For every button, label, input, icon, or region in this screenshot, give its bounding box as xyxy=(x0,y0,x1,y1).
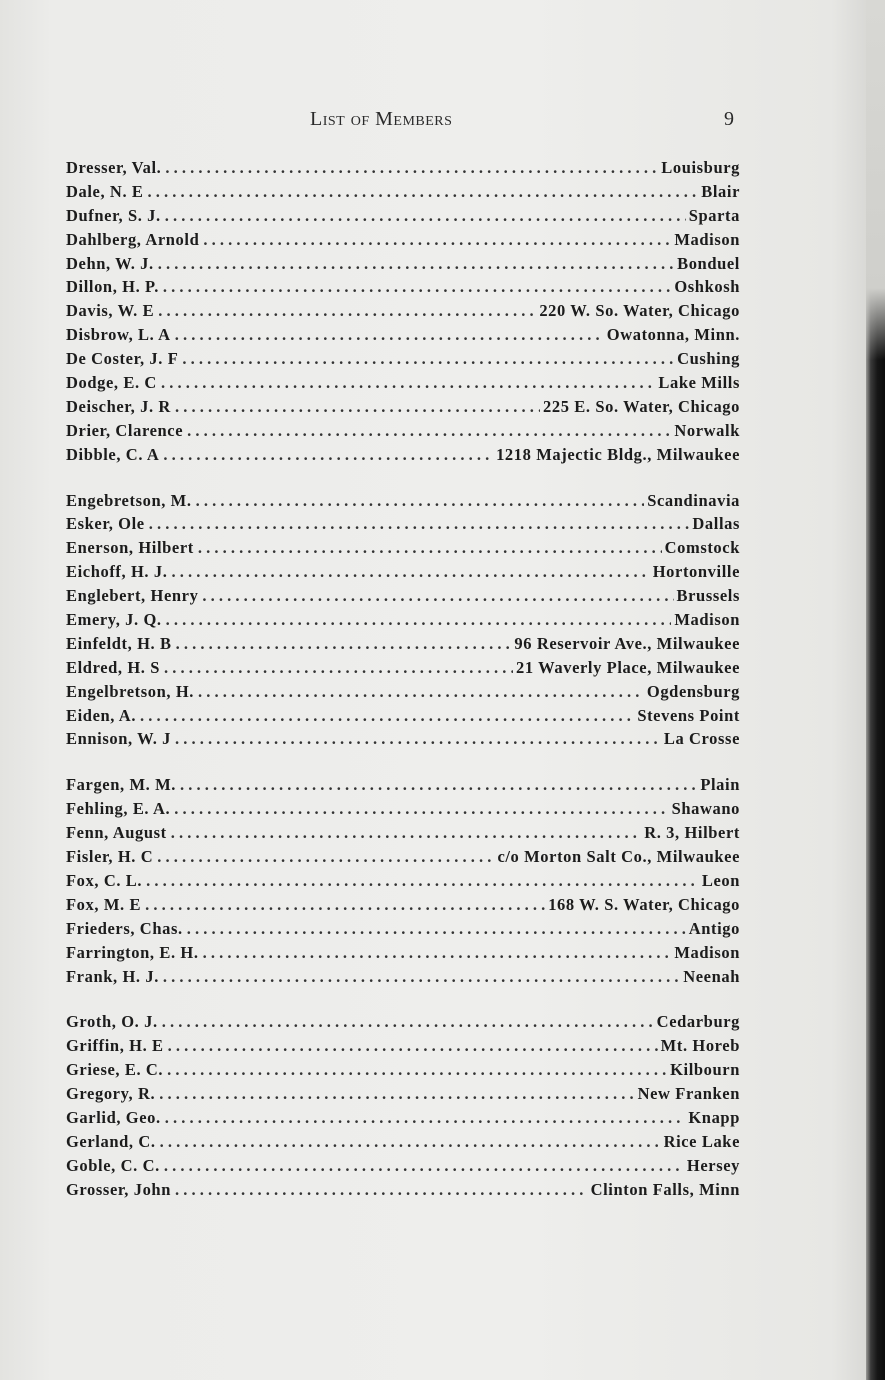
member-name: Grosser, John xyxy=(66,1179,171,1199)
dot-leader xyxy=(165,1108,686,1128)
member-location: Norwalk xyxy=(674,420,740,440)
member-entry xyxy=(66,1180,740,1204)
dot-leader xyxy=(198,538,662,558)
dot-leader xyxy=(176,634,512,654)
member-location: c/o Morton Salt Co., Milwaukee xyxy=(497,847,740,867)
dot-leader xyxy=(145,895,545,915)
dot-leader xyxy=(167,1060,667,1080)
member-name: Fargen, M. M. xyxy=(66,775,176,795)
member-location: New Franken xyxy=(637,1084,740,1104)
member-entry xyxy=(66,799,740,823)
member-name: Dibble, C. A xyxy=(66,444,160,464)
member-entry xyxy=(66,277,740,301)
member-name: Groth, O. J. xyxy=(66,1012,158,1032)
dot-leader xyxy=(149,514,690,534)
member-name: Fox, M. E xyxy=(66,894,142,914)
member-entry xyxy=(66,1012,740,1036)
member-name: Englebert, Henry xyxy=(66,586,199,606)
member-entry xyxy=(66,538,740,562)
member-entry xyxy=(66,562,740,586)
member-name: Disbrow, L. A xyxy=(66,325,171,345)
member-entry xyxy=(66,706,740,730)
member-name: Fenn, August xyxy=(66,823,167,843)
dot-leader xyxy=(165,206,686,226)
dot-leader xyxy=(187,421,671,441)
dot-leader xyxy=(187,919,686,939)
dot-leader xyxy=(175,397,540,417)
member-location: Hersey xyxy=(686,1155,740,1175)
member-location: Cushing xyxy=(677,349,740,369)
member-location: Lake Mills xyxy=(658,373,740,393)
member-location: Knapp xyxy=(688,1107,740,1127)
member-location: Hortonville xyxy=(652,562,740,582)
member-location: Brussels xyxy=(676,586,740,606)
member-location: Leon xyxy=(701,870,740,890)
member-location: Shawano xyxy=(671,799,740,819)
member-entry xyxy=(66,658,740,682)
dot-leader xyxy=(180,775,697,795)
member-entry xyxy=(66,491,740,515)
dot-leader xyxy=(164,1156,684,1176)
member-entry xyxy=(66,823,740,847)
dot-leader xyxy=(171,823,641,843)
page-header xyxy=(0,108,866,136)
member-location: 225 E. So. Water, Chicago xyxy=(543,396,740,416)
member-entry xyxy=(66,1036,740,1060)
member-name: Farrington, E. H. xyxy=(66,942,199,962)
member-name: Engebretson, M. xyxy=(66,490,192,510)
member-entry xyxy=(66,445,740,469)
dot-leader xyxy=(163,277,671,297)
member-name: Frank, H. J. xyxy=(66,966,159,986)
dot-leader xyxy=(196,491,645,511)
member-entry xyxy=(66,729,740,753)
dot-leader xyxy=(159,1084,634,1104)
member-entry xyxy=(66,254,740,278)
member-name: De Coster, J. F xyxy=(66,349,179,369)
member-group xyxy=(66,1012,740,1203)
member-location: Scandinavia xyxy=(647,490,740,510)
member-location: Ogdensburg xyxy=(646,681,740,701)
member-group xyxy=(66,491,740,754)
member-location: 21 Waverly Place, Milwaukee xyxy=(516,657,740,677)
member-location: Madison xyxy=(674,942,740,962)
member-entry xyxy=(66,421,740,445)
dot-leader xyxy=(198,682,644,702)
member-entry xyxy=(66,1084,740,1108)
dot-leader xyxy=(165,158,658,178)
member-entry xyxy=(66,634,740,658)
dot-leader xyxy=(164,658,513,678)
member-name: Einfeldt, H. B xyxy=(66,633,172,653)
dot-leader xyxy=(166,610,672,630)
member-entry xyxy=(66,967,740,991)
member-name: Dodge, E. C xyxy=(66,373,157,393)
member-name: Emery, J. Q. xyxy=(66,610,162,630)
dot-leader xyxy=(148,182,699,202)
member-entry xyxy=(66,610,740,634)
member-location: Owatonna, Minn. xyxy=(606,325,740,345)
member-name: Garlid, Geo. xyxy=(66,1107,161,1127)
member-entry xyxy=(66,775,740,799)
dot-leader xyxy=(203,230,671,250)
member-location: Kilbourn xyxy=(670,1060,740,1080)
dot-leader xyxy=(163,445,493,465)
member-entry xyxy=(66,871,740,895)
member-entry xyxy=(66,1156,740,1180)
member-location: Clinton Falls, Minn xyxy=(590,1179,740,1199)
member-entry xyxy=(66,943,740,967)
member-name: Griese, E. C. xyxy=(66,1060,164,1080)
member-name: Esker, Ole xyxy=(66,514,145,534)
member-entry xyxy=(66,373,740,397)
member-location: La Crosse xyxy=(663,729,740,749)
member-location: Rice Lake xyxy=(663,1131,740,1151)
member-group xyxy=(66,158,740,469)
dot-leader xyxy=(168,1036,658,1056)
dot-leader xyxy=(202,586,673,606)
member-location: R. 3, Hilbert xyxy=(644,823,740,843)
book-spine-highlight xyxy=(866,0,885,360)
member-location: 168 W. S. Water, Chicago xyxy=(548,894,740,914)
member-entry xyxy=(66,182,740,206)
dot-leader xyxy=(174,799,668,819)
member-location: Neenah xyxy=(683,966,740,986)
dot-leader xyxy=(163,967,680,987)
member-name: Engelbretson, H. xyxy=(66,681,195,701)
member-name: Goble, C. C. xyxy=(66,1155,160,1175)
member-list xyxy=(66,158,740,1226)
dot-leader xyxy=(203,943,672,963)
member-location: Madison xyxy=(674,610,740,630)
member-entry xyxy=(66,1108,740,1132)
dot-leader xyxy=(160,1132,661,1152)
member-location: Louisburg xyxy=(661,158,740,177)
dot-leader xyxy=(157,847,494,867)
member-name: Dahlberg, Arnold xyxy=(66,229,200,249)
member-name: Fehling, E. A. xyxy=(66,799,171,819)
member-name: Dehn, W. J. xyxy=(66,253,154,273)
member-location: Cedarburg xyxy=(656,1012,740,1032)
member-location: Plain xyxy=(700,775,740,795)
member-name: Enerson, Hilbert xyxy=(66,538,194,558)
dot-leader xyxy=(182,349,674,369)
member-entry xyxy=(66,895,740,919)
member-name: Dillon, H. P. xyxy=(66,277,159,297)
member-location: Stevens Point xyxy=(637,705,740,725)
member-entry xyxy=(66,349,740,373)
dot-leader xyxy=(161,373,655,393)
member-name: Eichoff, H. J. xyxy=(66,562,168,582)
member-entry xyxy=(66,847,740,871)
member-name: Dufner, S. J. xyxy=(66,205,161,225)
member-location: 1218 Majectic Bldg., Milwaukee xyxy=(496,444,740,464)
page-title: List of Members xyxy=(310,108,453,130)
member-entry xyxy=(66,206,740,230)
dot-leader xyxy=(175,729,661,749)
member-location: Blair xyxy=(701,181,740,201)
member-location: 96 Reservoir Ave., Milwaukee xyxy=(514,633,740,653)
member-name: Fox, C. L. xyxy=(66,870,143,890)
member-location: Dallas xyxy=(692,514,740,534)
dot-leader xyxy=(158,301,536,321)
member-location: Oshkosh xyxy=(674,277,740,297)
dot-leader xyxy=(171,562,649,582)
member-entry xyxy=(66,1060,740,1084)
member-name: Gregory, R. xyxy=(66,1084,156,1104)
member-name: Dale, N. E xyxy=(66,181,144,201)
member-name: Drier, Clarence xyxy=(66,420,184,440)
member-name: Deischer, J. R xyxy=(66,396,171,416)
member-entry xyxy=(66,919,740,943)
member-location: Antigo xyxy=(688,918,740,938)
member-group xyxy=(66,775,740,990)
dot-leader xyxy=(158,254,674,274)
member-name: Eldred, H. S xyxy=(66,657,161,677)
dot-leader xyxy=(175,325,604,345)
page-number: 9 xyxy=(724,108,734,130)
member-entry xyxy=(66,514,740,538)
member-entry xyxy=(66,230,740,254)
dot-leader xyxy=(162,1012,654,1032)
member-name: Davis, W. E xyxy=(66,301,155,321)
member-entry xyxy=(66,325,740,349)
member-location: Mt. Horeb xyxy=(660,1036,740,1056)
member-location: Bonduel xyxy=(677,253,740,273)
member-location: 220 W. So. Water, Chicago xyxy=(539,301,740,321)
member-location: Madison xyxy=(674,229,740,249)
member-entry xyxy=(66,1132,740,1156)
member-name: Griffin, H. E xyxy=(66,1036,164,1056)
member-entry xyxy=(66,158,740,182)
dot-leader xyxy=(140,706,634,726)
member-name: Dresser, Val. xyxy=(66,158,162,177)
member-entry xyxy=(66,682,740,706)
member-entry xyxy=(66,397,740,421)
member-name: Ennison, W. J xyxy=(66,729,172,749)
member-entry xyxy=(66,301,740,325)
member-location: Sparta xyxy=(688,205,740,225)
member-location: Comstock xyxy=(664,538,740,558)
dot-leader xyxy=(146,871,699,891)
member-name: Fisler, H. C xyxy=(66,847,154,867)
dot-leader xyxy=(175,1180,588,1200)
member-name: Frieders, Chas. xyxy=(66,918,183,938)
member-name: Gerland, C. xyxy=(66,1131,156,1151)
member-entry xyxy=(66,586,740,610)
member-name: Eiden, A. xyxy=(66,705,137,725)
